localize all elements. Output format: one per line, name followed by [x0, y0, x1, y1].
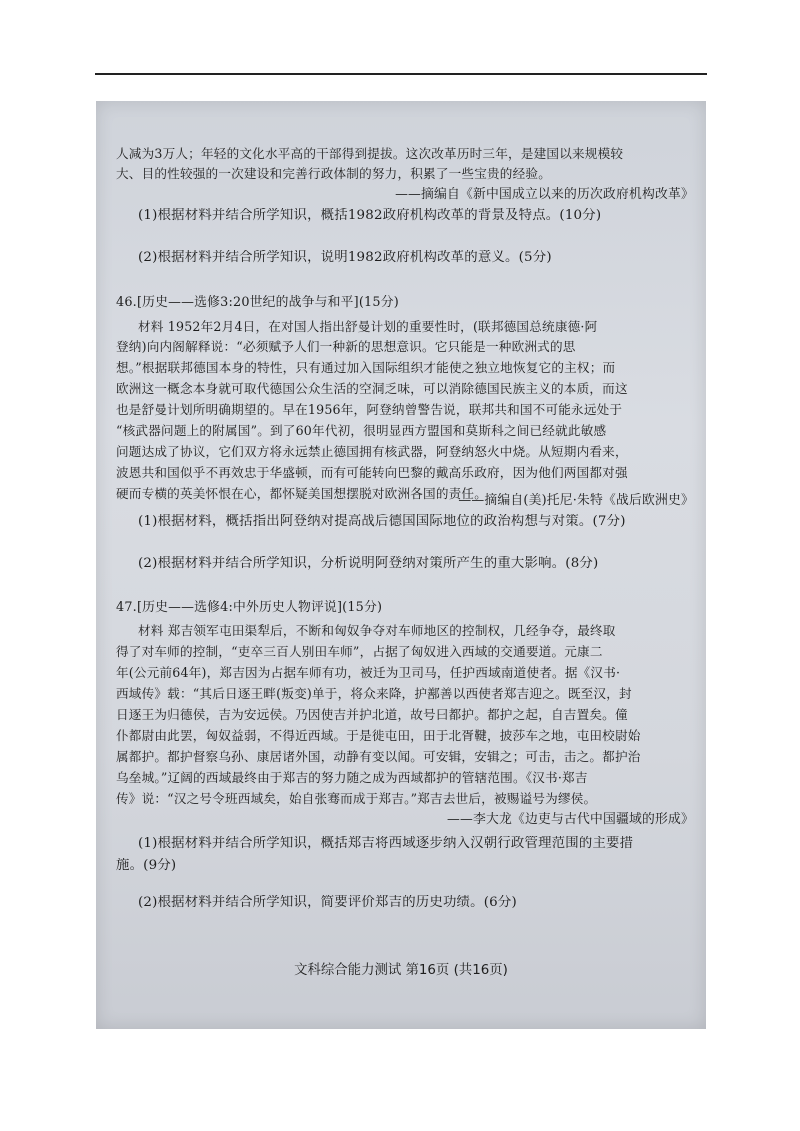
fragment-line-1: 人减为3万人；年轻的文化水平高的干部得到提拔。这次改革历时三年，是建国以来规模较 [116, 146, 624, 161]
fragment-question-2: (2)根据材料并结合所学知识，说明1982政府机构改革的意义。(5分) [138, 250, 552, 265]
q46-material-line: 想。”根据联邦德国本身的特性，只有通过加入国际组织才能使之独立地恢复它的主权；而 [116, 360, 616, 375]
q47-material-line: 西域传》载：“其后日逐王畔(叛变)单于，将众来降，护鄯善以西使者郑吉迎之。既至汉，封 [116, 686, 632, 701]
q46-question-1: (1)根据材料，概括指出阿登纳对提高战后德国国际地位的政治构想与对策。(7分) [138, 514, 626, 529]
page-footer: 文科综合能力测试 第16页 (共16页) [294, 963, 508, 978]
q47-material-line: 属都护。都护督察乌孙、康居诸外国，动静有变以闻。可安辑，安辑之；可击，击之。都护治 [116, 749, 641, 764]
q46-material-line: 硬而专横的英美怀恨在心，都怀疑美国想摆脱对欧洲各国的责任。 [116, 486, 488, 501]
q46-material-line: 欧洲这一概念本身就可取代德国公众生活的空洞乏味，可以消除德国民族主义的本质，而这 [116, 381, 628, 396]
q47-material-line: 材料 郑吉领军屯田渠犁后，不断和匈奴争夺对车师地区的控制权，几经争夺，最终取 [138, 623, 616, 638]
fragment-source: ——摘编自《新中国成立以来的历次政府机构改革》 [395, 187, 694, 202]
q46-material-line: 波恩共和国似乎不再效忠于华盛顿，而有可能转向巴黎的戴高乐政府，因为他们两国都对强 [116, 465, 628, 480]
q47-question-1-continued: 施。(9分) [116, 858, 177, 873]
q47-header: 47.[历史——选修4:中外历史人物评说](15分) [116, 600, 383, 615]
q47-material-line: 乌垒城。”辽阔的西域最终由于郑吉的努力随之成为西域都护的管辖范围。《汉书·郑吉 [116, 770, 588, 785]
q46-material-line: 问题达成了协议，它们双方将永远禁止德国拥有核武器，阿登纳怒火中烧。从短期内看来， [116, 444, 628, 459]
q46-material-line: 材料 1952年2月4日，在对国人指出舒曼计划的重要性时，(联邦德国总统康德·阿 [138, 319, 598, 334]
fragment-line-2: 大、目的性较强的一次建设和完善行政体制的努力，积累了一些宝贵的经验。 [116, 166, 551, 181]
q47-question-2: (2)根据材料并结合所学知识，简要评价郑吉的历史功绩。(6分) [138, 895, 517, 910]
q46-material-line: “核武器问题上的附属国”。到了60年代初，很明显西方盟国和莫斯科之间已经就此敏感 [116, 423, 607, 438]
fragment-question-1: (1)根据材料并结合所学知识，概括1982政府机构改革的背景及特点。(10分) [138, 208, 602, 223]
q46-material-line: 登纳)向内阁解释说：“必须赋予人们一种新的思想意识。它只能是一种欧洲式的思 [116, 339, 576, 354]
q46-question-2: (2)根据材料并结合所学知识，分析说明阿登纳对策所产生的重大影响。(8分) [138, 556, 599, 571]
q47-material-line: 年(公元前64年)，郑吉因为占据车师有功，被迁为卫司马，任护西域南道使者。据《汉书· [116, 665, 621, 680]
top-rule [95, 73, 707, 75]
q47-material-line: 仆都尉由此罢，匈奴益弱，不得近西域。于是徙屯田，田于北胥鞬，披莎车之地，屯田校尉始 [116, 728, 641, 743]
q46-material-line: 也是舒曼计划所明确期望的。早在1956年，阿登纳曾警告说，联邦共和国不可能永远处于 [116, 402, 623, 417]
q47-material-line: 日逐王为归德侯，吉为安远侯。乃因使吉并护北道，故号曰都护。都护之起，自吉置矣。僮 [116, 707, 628, 722]
q47-question-1: (1)根据材料并结合所学知识，概括郑吉将西域逐步纳入汉朝行政管理范围的主要措 [138, 836, 634, 851]
q47-material-line: 传》说：“汉之号令班西域矣，始自张骞而成于郑吉。”郑吉去世后，被赐谥号为缪侯。 [116, 791, 597, 806]
q46-source: ——摘编自(美)托尼·朱特《战后欧洲史》 [458, 493, 694, 508]
q47-material-line: 得了对车师的控制，“吏卒三百人别田车师”，占据了匈奴进入西域的交通要道。元康二 [116, 644, 603, 659]
q46-header: 46.[历史——选修3:20世纪的战争与和平](15分) [116, 295, 399, 310]
q47-source: ——李大龙《边吏与古代中国疆域的形成》 [447, 812, 694, 827]
